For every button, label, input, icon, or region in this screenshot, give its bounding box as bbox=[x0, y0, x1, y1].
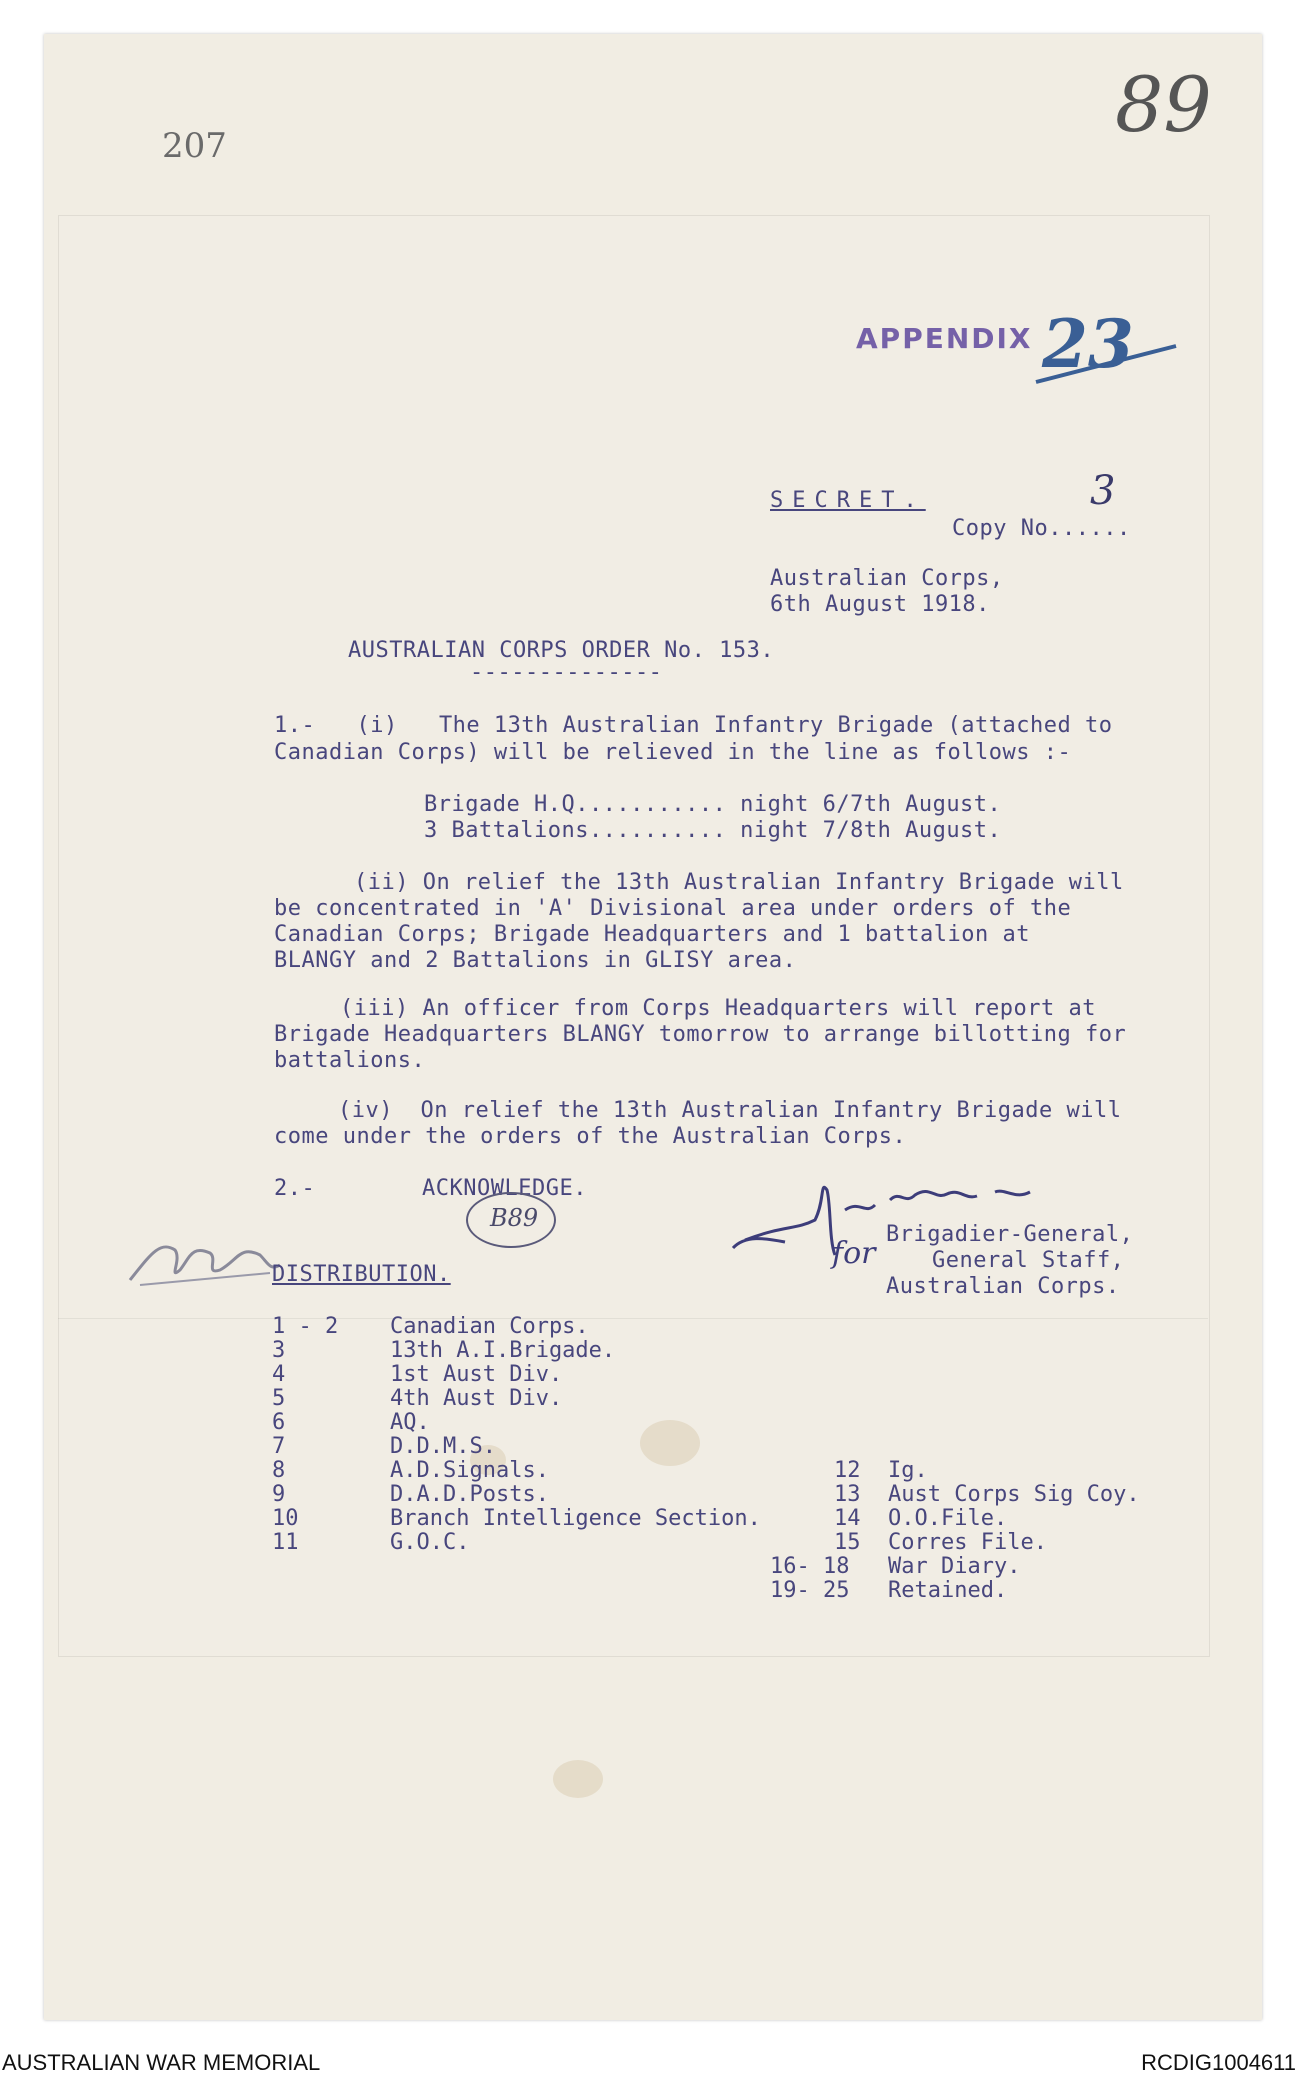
copy-number: 3 bbox=[1090, 468, 1116, 514]
distribution-item-name: AQ. bbox=[390, 1410, 430, 1435]
distribution-item-number: 19- 25 bbox=[770, 1578, 850, 1603]
footer-id: RCDIG1004611 bbox=[1141, 2050, 1296, 2075]
distribution-item bbox=[888, 1530, 1047, 1555]
signature-for: for bbox=[832, 1236, 876, 1271]
distribution-item bbox=[272, 1506, 299, 1531]
distribution-item bbox=[834, 1458, 861, 1483]
relief-line-1: Brigade H.Q........... night 6/7th August. bbox=[424, 792, 1002, 817]
distribution-item bbox=[272, 1314, 338, 1339]
distribution-item bbox=[390, 1338, 615, 1363]
distribution-item-number: 12 bbox=[834, 1458, 861, 1483]
title-rule: -------------- bbox=[470, 660, 663, 685]
para1-iii-line2: Brigade Headquarters BLANGY tomorrow to arrange billotting for bbox=[274, 1022, 1127, 1047]
distribution-item-number: 14 bbox=[834, 1506, 861, 1531]
distribution-item-number: 3 bbox=[272, 1338, 286, 1363]
fold-line bbox=[58, 1318, 1208, 1319]
para1-line2: Canadian Corps) will be relieved in the line as follows :- bbox=[274, 740, 1072, 765]
distribution-item bbox=[272, 1482, 285, 1507]
copy-label: Copy No...... bbox=[952, 516, 1131, 541]
classification: SECRET. bbox=[770, 488, 926, 513]
distribution-item-name: Canadian Corps. bbox=[390, 1314, 589, 1339]
appendix-underline-mark bbox=[1030, 340, 1180, 390]
distribution-item bbox=[390, 1410, 430, 1435]
distribution-heading: DISTRIBUTION. bbox=[272, 1262, 451, 1287]
distribution-item bbox=[272, 1410, 285, 1435]
distribution-item bbox=[390, 1386, 562, 1411]
distribution-item-name: War Diary. bbox=[888, 1554, 1021, 1579]
distribution-item bbox=[272, 1530, 299, 1555]
distribution-item-number: 6 bbox=[272, 1410, 286, 1435]
distribution-item bbox=[272, 1434, 285, 1459]
distribution-item-name: 4th Aust Div. bbox=[390, 1386, 563, 1411]
distribution-item-number: 11 bbox=[272, 1530, 299, 1555]
para1-ii-line1: (ii) On relief the 13th Australian Infantry Brigade will bbox=[354, 870, 1124, 895]
distribution-item-name: Corres File. bbox=[888, 1530, 1047, 1555]
distribution-item-name: D.A.D.Posts. bbox=[390, 1482, 549, 1507]
para1-iii-line3: battalions. bbox=[274, 1048, 426, 1073]
para1-iv-line1: (iv) On relief the 13th Australian Infantry Brigade will bbox=[338, 1098, 1122, 1123]
distribution-item bbox=[834, 1482, 861, 1507]
distribution-item bbox=[390, 1506, 761, 1531]
distribution-item bbox=[834, 1506, 861, 1531]
distribution-item-name: G.O.C. bbox=[390, 1530, 470, 1555]
distribution-item-number: 4 bbox=[272, 1362, 286, 1387]
signatory-unit: Australian Corps. bbox=[886, 1274, 1120, 1299]
distribution-item-number: 10 bbox=[272, 1506, 299, 1531]
distribution-item bbox=[390, 1530, 469, 1555]
distribution-item-number: 9 bbox=[272, 1482, 286, 1507]
distribution-item bbox=[888, 1458, 928, 1483]
distribution-item bbox=[390, 1458, 549, 1483]
distribution-item-number: 13 bbox=[834, 1482, 861, 1507]
folio-number: 207 bbox=[162, 126, 227, 166]
appendix-number: 23 bbox=[1042, 305, 1134, 383]
distribution-item bbox=[272, 1338, 285, 1363]
para2-number: 2.- bbox=[274, 1176, 316, 1201]
para1-iii-line1: (iii) An officer from Corps Headquarters will report at bbox=[340, 996, 1096, 1021]
date: 6th August 1918. bbox=[770, 592, 990, 617]
distribution-item bbox=[770, 1578, 849, 1603]
para1-ii-line3: Canadian Corps; Brigade Headquarters and 1 battalion at bbox=[274, 922, 1030, 947]
b89-stamp-text: B89 bbox=[490, 1204, 539, 1232]
acknowledge: ACKNOWLEDGE. bbox=[422, 1176, 587, 1201]
distribution-item bbox=[390, 1482, 549, 1507]
distribution-item-name: O.O.File. bbox=[888, 1506, 1008, 1531]
para1-ii-line4: BLANGY and 2 Battalions in GLISY area. bbox=[274, 948, 797, 973]
distribution-item-name: 1st Aust Div. bbox=[390, 1362, 563, 1387]
stain bbox=[553, 1760, 603, 1798]
signatory-role: General Staff, bbox=[932, 1248, 1125, 1273]
distribution-item bbox=[834, 1530, 861, 1555]
para1-ii-line2: be concentrated in 'A' Divisional area under orders of the bbox=[274, 896, 1072, 921]
distribution-item bbox=[888, 1482, 1140, 1507]
para1-line1: 1.- (i) The 13th Australian Infantry Brigade (attached to bbox=[274, 713, 1113, 738]
distribution-item-name: Aust Corps Sig Coy. bbox=[888, 1482, 1140, 1507]
relief-line-2: 3 Battalions.......... night 7/8th August. bbox=[424, 818, 1002, 843]
distribution-item-name: Ig. bbox=[888, 1458, 928, 1483]
distribution-item bbox=[888, 1578, 1007, 1603]
distribution-item bbox=[390, 1434, 496, 1459]
initials-scribble bbox=[120, 1225, 290, 1295]
distribution-item bbox=[272, 1458, 285, 1483]
distribution-item bbox=[272, 1362, 285, 1387]
distribution-item bbox=[390, 1314, 589, 1339]
distribution-item bbox=[272, 1386, 285, 1411]
distribution-item-name: A.D.Signals. bbox=[390, 1458, 549, 1483]
distribution-item bbox=[888, 1554, 1020, 1579]
distribution-item-number: 7 bbox=[272, 1434, 286, 1459]
appendix-label: APPENDIX bbox=[856, 322, 1033, 355]
distribution-item bbox=[770, 1554, 849, 1579]
distribution-item bbox=[888, 1506, 1007, 1531]
distribution-item-number: 5 bbox=[272, 1386, 286, 1411]
page-number: 89 bbox=[1115, 60, 1212, 149]
distribution-item-number: 8 bbox=[272, 1458, 286, 1483]
para1-iv-line2: come under the orders of the Australian Corps. bbox=[274, 1124, 907, 1149]
distribution-item-name: D.D.M.S. bbox=[390, 1434, 496, 1459]
distribution-item-number: 1 - 2 bbox=[272, 1314, 339, 1339]
distribution-item-number: 16- 18 bbox=[770, 1554, 850, 1579]
signatory-rank: Brigadier-General, bbox=[886, 1222, 1134, 1247]
distribution-item-name: Retained. bbox=[888, 1578, 1008, 1603]
stain bbox=[640, 1420, 700, 1466]
origin: Australian Corps, bbox=[770, 566, 1004, 591]
distribution-item-name: 13th A.I.Brigade. bbox=[390, 1338, 616, 1363]
distribution-item-name: Branch Intelligence Section. bbox=[390, 1506, 761, 1531]
page-title: AUSTRALIAN CORPS ORDER No. 153. bbox=[348, 638, 775, 663]
distribution-item-number: 15 bbox=[834, 1530, 861, 1555]
footer-source: AUSTRALIAN WAR MEMORIAL bbox=[2, 2050, 321, 2075]
distribution-item bbox=[390, 1362, 562, 1387]
